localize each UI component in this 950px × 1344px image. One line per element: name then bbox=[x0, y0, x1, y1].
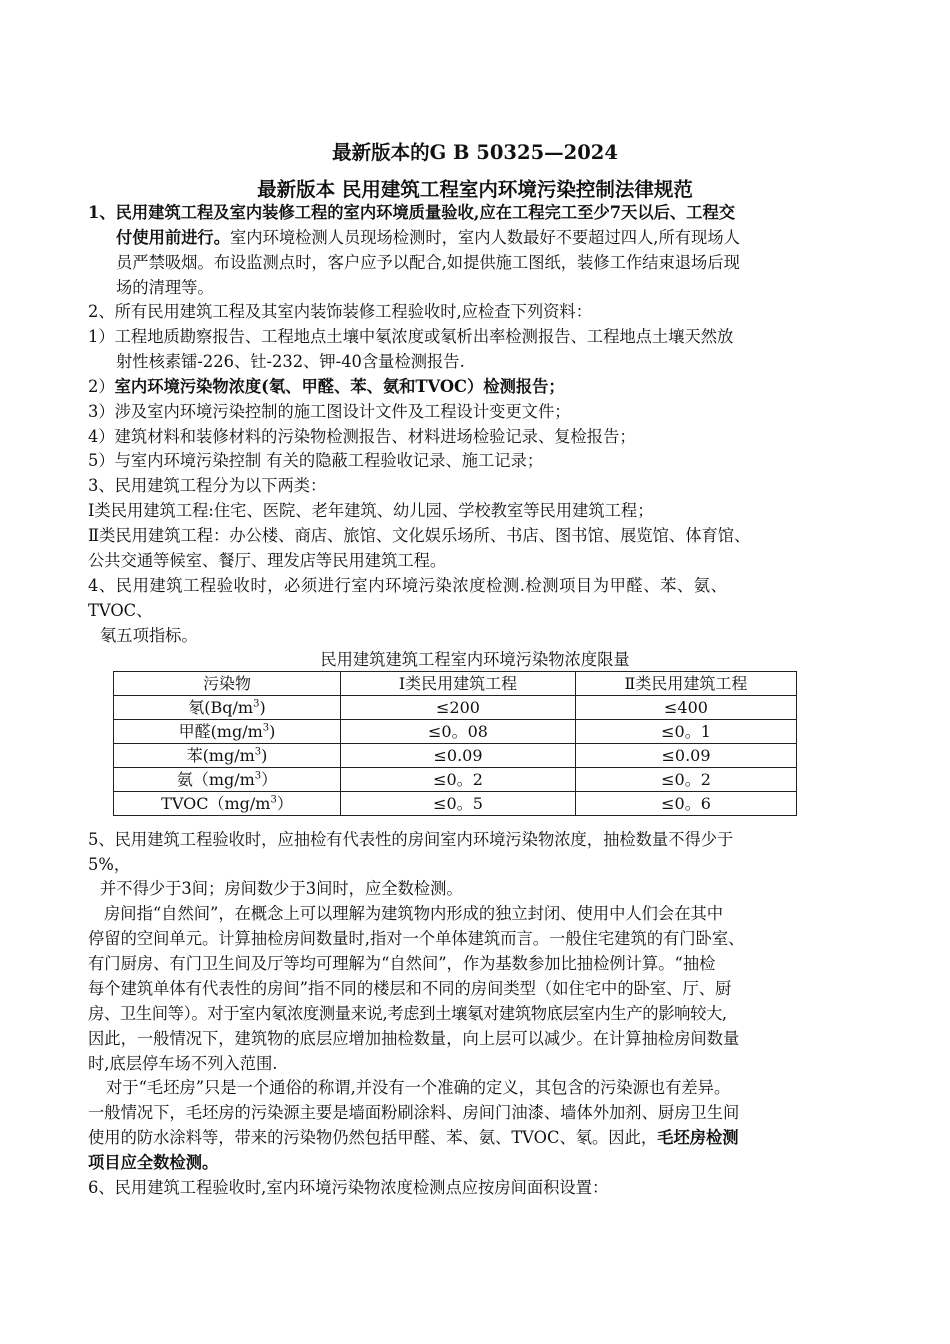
section-3-class-2-line-1: Ⅱ类民用建筑工程：办公楼、商店、旅馆、文化娱乐场所、书店、图书馆、展览馆、体育馆、 bbox=[88, 526, 751, 545]
table-row bbox=[114, 696, 797, 720]
section-5-line-3: 并不得少于3间；房间数少于3间时，应全数检测。 bbox=[100, 879, 463, 898]
room-paragraph-line-5: 房、卫生间等）。对于室内氡浓度测量来说,考虑到土壤氡对建筑物底层室内生产的影响较大, bbox=[88, 1004, 727, 1023]
class-2-limit: ≤0。6 bbox=[576, 792, 797, 816]
class-2-limit: ≤400 bbox=[576, 696, 797, 720]
pollutant-name: 甲醛$(mg/m^3)$ bbox=[114, 720, 341, 744]
section-3-class-2-line-2: 公共交通等候室、餐厅、理发店等民用建筑工程。 bbox=[88, 551, 447, 570]
table-row bbox=[114, 792, 797, 816]
pollutant-name: 苯$(mg/m^3)$ bbox=[114, 744, 341, 768]
section-2-item-2-number: 2） bbox=[88, 377, 115, 396]
section-2-item-1-line-1: 1）工程地质勘察报告、工程地点土壤中氡浓度或氡析出率检测报告、工程地点土壤天然放 bbox=[88, 327, 734, 346]
section-1-text: 室内环境检测人员现场检测时，室内人数最好不要超过四人,所有现场人 bbox=[229, 228, 740, 247]
table-row bbox=[114, 744, 797, 768]
title-line-2: 最新版本 民用建筑工程室内环境污染控制法律规范 bbox=[257, 178, 693, 201]
header-class-1: Ⅰ类民用建筑工程 bbox=[341, 672, 576, 696]
class-1-limit: ≤200 bbox=[341, 696, 576, 720]
rough-house-paragraph-line-4: 项目应全数检测。 bbox=[88, 1153, 219, 1172]
room-paragraph-line-1: 房间指“自然间”，在概念上可以理解为建筑物内形成的独立封闭、使用中人们会在其中 bbox=[104, 904, 724, 923]
header-class-2: Ⅱ类民用建筑工程 bbox=[576, 672, 797, 696]
class-2-limit: ≤0。1 bbox=[576, 720, 797, 744]
rough-house-paragraph-line-2: 一般情况下，毛坯房的污染源主要是墙面粉刷涂料、房间门油漆、墙体外加剂、厨房卫生间 bbox=[88, 1103, 740, 1122]
section-1-line-2 bbox=[116, 226, 740, 250]
pollutant-name: 氡$(Bq/m^3)$ bbox=[114, 696, 341, 720]
section-3-class-1: Ⅰ类民用建筑工程:住宅、医院、老年建筑、幼儿园、学校教室等民用建筑工程； bbox=[88, 501, 654, 520]
table-row bbox=[114, 768, 797, 792]
section-4-line-3: 氡五项指标。 bbox=[100, 626, 198, 645]
section-4-line-2: TVOC、 bbox=[88, 601, 153, 620]
section-3-intro: 3、民用建筑工程分为以下两类： bbox=[88, 476, 327, 495]
room-paragraph-line-6: 因此，一般情况下，建筑物的底层应增加抽检数量，向上层可以减少。在计算抽检房间数量 bbox=[88, 1029, 740, 1048]
room-paragraph-line-3: 有门厨房、有门卫生间及厅等均可理解为“自然间”，作为基数参加比抽检例计算。“抽检 bbox=[88, 954, 716, 973]
class-2-limit: ≤0.09 bbox=[576, 744, 797, 768]
pollutant-name: 氨$(mg/m^3)$ bbox=[114, 768, 341, 792]
class-1-limit: ≤0。08 bbox=[341, 720, 576, 744]
rough-house-text: 使用的防水涂料等，带来的污染物仍然包括甲醛、苯、氨、TVOC、氡。因此， bbox=[88, 1128, 658, 1147]
class-1-limit: ≤0。5 bbox=[341, 792, 576, 816]
rough-house-paragraph-line-3 bbox=[88, 1126, 739, 1150]
section-2-item-2-bold: 室内环境污染物浓度(氡、甲醛、苯、氨和TVOC）检测报告； bbox=[114, 377, 565, 396]
pollutant-limit-table bbox=[113, 671, 797, 816]
section-2-item-4: 4）建筑材料和装修材料的污染物检测报告、材料进场检验记录、复检报告； bbox=[88, 427, 636, 446]
section-1-bold-text: 付使用前进行。 bbox=[116, 228, 230, 247]
section-1-line-3: 员严禁吸烟。布设监测点时，客户应予以配合,如提供施工图纸，装修工作结束退场后现 bbox=[116, 253, 740, 272]
header-pollutant: 污染物 bbox=[114, 672, 341, 696]
section-5-line-1: 5、民用建筑工程验收时，应抽检有代表性的房间室内环境污染物浓度，抽检数量不得少于 bbox=[88, 830, 734, 849]
class-2-limit: ≤0。2 bbox=[576, 768, 797, 792]
section-1-line-1: 1、民用建筑工程及室内装修工程的室内环境质量验收,应在工程完工至少7天以后、工程交 bbox=[88, 203, 736, 222]
section-2-item-5: 5）与室内环境污染控制 有关的隐蔽工程验收记录、施工记录； bbox=[88, 451, 544, 470]
class-1-limit: ≤0。2 bbox=[341, 768, 576, 792]
title-line-1: 最新版本的G B 50325—2024 bbox=[332, 141, 618, 164]
pollutant-name: $TVOC(mg/m^3)$ bbox=[114, 792, 341, 816]
section-1-line-4: 场的清理等。 bbox=[116, 278, 214, 297]
room-paragraph-line-2: 停留的空间单元。计算抽检房间数量时,指对一个单体建筑而言。一般住宅建筑的有门卧室、 bbox=[88, 929, 745, 948]
section-2-item-3: 3）涉及室内环境污染控制的施工图设计文件及工程设计变更文件； bbox=[88, 402, 571, 421]
room-paragraph-line-4: 每个建筑单体有代表性的房间”指不同的楼层和不同的房间类型（如住宅中的卧室、厅、厨 bbox=[88, 979, 732, 998]
section-2-item-1-line-2: 射性核素镭-226、钍-232、钾-40含量检测报告. bbox=[116, 352, 465, 371]
table-row bbox=[114, 720, 797, 744]
section-4-line-1: 4、民用建筑工程验收时，必须进行室内环境污染浓度检测.检测项目为甲醛、苯、氨、 bbox=[88, 576, 728, 595]
rough-house-bold-text: 毛坯房检测 bbox=[657, 1128, 739, 1147]
class-1-limit: ≤0.09 bbox=[341, 744, 576, 768]
section-2-item-2 bbox=[88, 375, 565, 399]
section-2-intro: 2、所有民用建筑工程及其室内装饰装修工程验收时,应检查下列资料： bbox=[88, 302, 592, 321]
rough-house-paragraph-line-1: 对于“毛坯房”只是一个通俗的称谓,并没有一个准确的定义，其包含的污染源也有差异。 bbox=[106, 1078, 731, 1097]
section-5-line-2: 5%， bbox=[88, 855, 131, 874]
room-paragraph-line-7: 时,底层停车场不列入范围. bbox=[88, 1054, 278, 1073]
table-header-row bbox=[114, 672, 797, 696]
section-6-line-1: 6、民用建筑工程验收时,室内环境污染物浓度检测点应按房间面积设置： bbox=[88, 1178, 609, 1197]
table-caption: 民用建筑建筑工程室内环境污染物浓度限量 bbox=[320, 650, 630, 669]
